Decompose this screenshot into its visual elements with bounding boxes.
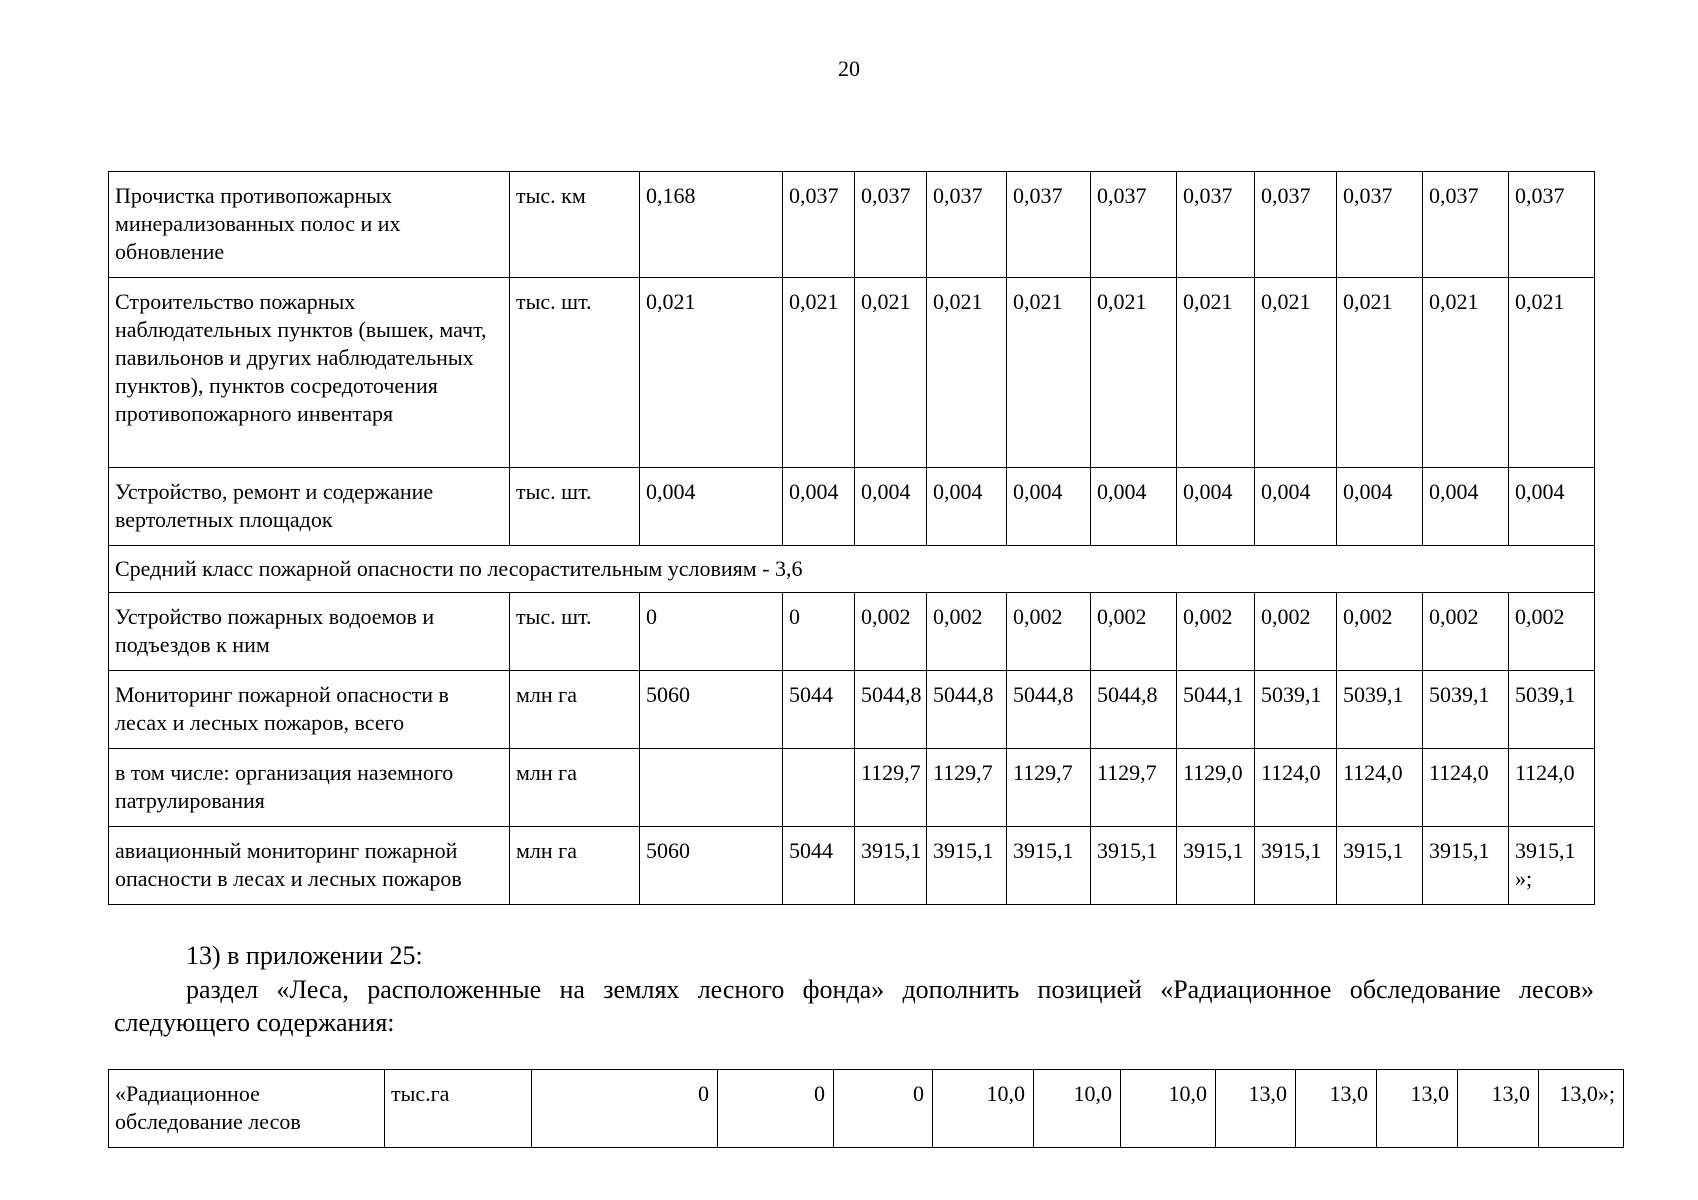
- value-cell: [640, 749, 783, 827]
- value-cell: 1129,7: [1091, 749, 1177, 827]
- value-cell: 0,021: [1509, 278, 1595, 468]
- value-cell: 0,002: [1091, 593, 1177, 671]
- value-cell: 0,004: [927, 468, 1007, 546]
- value-cell: 13,0: [1216, 1070, 1296, 1148]
- value-cell: 1129,7: [855, 749, 927, 827]
- value-cell: 1129,0: [1177, 749, 1255, 827]
- value-cell: 0: [783, 593, 855, 671]
- value-cell: 5044,8: [927, 671, 1007, 749]
- value-cell: 0,021: [1337, 278, 1423, 468]
- value-cell: 0: [718, 1070, 834, 1148]
- value-cell: 13,0: [1458, 1070, 1539, 1148]
- measure-name-cell: Устройство пожарных водоемов и подъездов к ним: [109, 593, 510, 671]
- value-cell: 0,037: [1337, 172, 1423, 278]
- value-cell: 1129,7: [927, 749, 1007, 827]
- amendment-text: раздел «Леса, расположенные на землях лесного фонда» дополнить позицией «Радиационное обследование лесов» следующего содержания:: [114, 975, 1594, 1037]
- value-cell: 0,002: [1423, 593, 1509, 671]
- value-cell: 0,004: [640, 468, 783, 546]
- value-cell: 3915,1: [1177, 827, 1255, 905]
- value-cell: 5044,8: [1091, 671, 1177, 749]
- value-cell: 0,004: [1509, 468, 1595, 546]
- value-cell: 0: [834, 1070, 933, 1148]
- value-cell: 13,0»;: [1539, 1070, 1624, 1148]
- value-cell: 5060: [640, 827, 783, 905]
- value-cell: 0,004: [1255, 468, 1337, 546]
- value-cell: 0,004: [855, 468, 927, 546]
- table-row: [109, 593, 1595, 671]
- value-cell: 0,004: [1423, 468, 1509, 546]
- value-cell: 5044,8: [855, 671, 927, 749]
- value-cell: 0,037: [1091, 172, 1177, 278]
- value-cell: 0,002: [1007, 593, 1091, 671]
- value-cell: 0,002: [1255, 593, 1337, 671]
- unit-cell: млн га: [510, 827, 640, 905]
- measure-name-cell: «Радиационное обследование лесов: [109, 1070, 385, 1148]
- value-cell: 0,037: [927, 172, 1007, 278]
- value-cell: 5044: [783, 827, 855, 905]
- radiation-survey-table: [108, 1069, 1624, 1148]
- measure-name-cell: авиационный мониторинг пожарной опасности в лесах и лесных пожаров: [109, 827, 510, 905]
- value-cell: 3915,1: [1091, 827, 1177, 905]
- value-cell: 0,037: [1255, 172, 1337, 278]
- value-cell: 0,002: [855, 593, 927, 671]
- value-cell: 10,0: [1121, 1070, 1216, 1148]
- value-cell: 1124,0: [1337, 749, 1423, 827]
- value-cell: 5044,1: [1177, 671, 1255, 749]
- value-cell: 0,037: [1177, 172, 1255, 278]
- measure-name-cell: Прочистка противопожарных минерализованных полос и их обновление: [109, 172, 510, 278]
- value-cell: 0,021: [855, 278, 927, 468]
- measure-name-cell: Мониторинг пожарной опасности в лесах и лесных пожаров, всего: [109, 671, 510, 749]
- table-row: [109, 749, 1595, 827]
- value-cell: 0,002: [1337, 593, 1423, 671]
- section-heading-cell: Средний класс пожарной опасности по лесорастительным условиям - 3,6: [109, 546, 1595, 593]
- value-cell: 3915,1: [1423, 827, 1509, 905]
- value-cell: 13,0: [1296, 1070, 1377, 1148]
- measure-name-cell: Устройство, ремонт и содержание вертолетных площадок: [109, 468, 510, 546]
- measure-name-cell: Строительство пожарных наблюдательных пунктов (вышек, мачт, павильонов и других наблюдательных пунктов), пунктов сосредоточения противопожарного инвентаря: [109, 278, 510, 468]
- value-cell: 5044: [783, 671, 855, 749]
- table-row: [109, 671, 1595, 749]
- unit-cell: тыс.га: [385, 1070, 532, 1148]
- value-cell: 10,0: [1034, 1070, 1121, 1148]
- amendment-item: 13) в приложении 25:: [186, 941, 423, 970]
- value-cell: 3915,1: [1337, 827, 1423, 905]
- value-cell: 0,002: [1177, 593, 1255, 671]
- value-cell: 0,021: [783, 278, 855, 468]
- value-cell: 3915,1 »;: [1509, 827, 1595, 905]
- value-cell: 1129,7: [1007, 749, 1091, 827]
- value-cell: 0,037: [1509, 172, 1595, 278]
- value-cell: 5039,1: [1509, 671, 1595, 749]
- value-cell: 0,002: [1509, 593, 1595, 671]
- unit-cell: тыс. км: [510, 172, 640, 278]
- measure-name-cell: в том числе: организация наземного патрулирования: [109, 749, 510, 827]
- table-row: [109, 1070, 1624, 1148]
- value-cell: 0,037: [1423, 172, 1509, 278]
- value-cell: 0,021: [1091, 278, 1177, 468]
- table-row: [109, 827, 1595, 905]
- value-cell: 0,037: [855, 172, 927, 278]
- forest-fire-measures-table: [108, 171, 1595, 905]
- value-cell: 0,021: [1007, 278, 1091, 468]
- value-cell: 0,004: [1337, 468, 1423, 546]
- unit-cell: тыс. шт.: [510, 278, 640, 468]
- table-row: [109, 172, 1595, 278]
- unit-cell: тыс. шт.: [510, 468, 640, 546]
- value-cell: 0,021: [1177, 278, 1255, 468]
- value-cell: 5060: [640, 671, 783, 749]
- value-cell: 0,037: [1007, 172, 1091, 278]
- value-cell: 10,0: [933, 1070, 1034, 1148]
- unit-cell: млн га: [510, 749, 640, 827]
- table-row: [109, 278, 1595, 468]
- value-cell: 1124,0: [1423, 749, 1509, 827]
- value-cell: 0,004: [1177, 468, 1255, 546]
- value-cell: 0,004: [783, 468, 855, 546]
- value-cell: 3915,1: [1007, 827, 1091, 905]
- value-cell: 0: [640, 593, 783, 671]
- unit-cell: тыс. шт.: [510, 593, 640, 671]
- value-cell: 0,021: [1255, 278, 1337, 468]
- value-cell: 3915,1: [855, 827, 927, 905]
- value-cell: 0,004: [1091, 468, 1177, 546]
- value-cell: 5039,1: [1255, 671, 1337, 749]
- table-row: [109, 468, 1595, 546]
- page-number: 20: [838, 56, 860, 81]
- value-cell: 13,0: [1377, 1070, 1458, 1148]
- value-cell: 5039,1: [1423, 671, 1509, 749]
- value-cell: 0,021: [1423, 278, 1509, 468]
- unit-cell: млн га: [510, 671, 640, 749]
- value-cell: [783, 749, 855, 827]
- section-row: [109, 546, 1595, 593]
- value-cell: 0: [532, 1070, 718, 1148]
- value-cell: 5044,8: [1007, 671, 1091, 749]
- value-cell: 0,004: [1007, 468, 1091, 546]
- value-cell: 1124,0: [1255, 749, 1337, 827]
- value-cell: 3915,1: [927, 827, 1007, 905]
- value-cell: 0,037: [783, 172, 855, 278]
- value-cell: 0,021: [927, 278, 1007, 468]
- value-cell: 3915,1: [1255, 827, 1337, 905]
- value-cell: 0,168: [640, 172, 783, 278]
- value-cell: 1124,0: [1509, 749, 1595, 827]
- value-cell: 5039,1: [1337, 671, 1423, 749]
- value-cell: 0,021: [640, 278, 783, 468]
- value-cell: 0,002: [927, 593, 1007, 671]
